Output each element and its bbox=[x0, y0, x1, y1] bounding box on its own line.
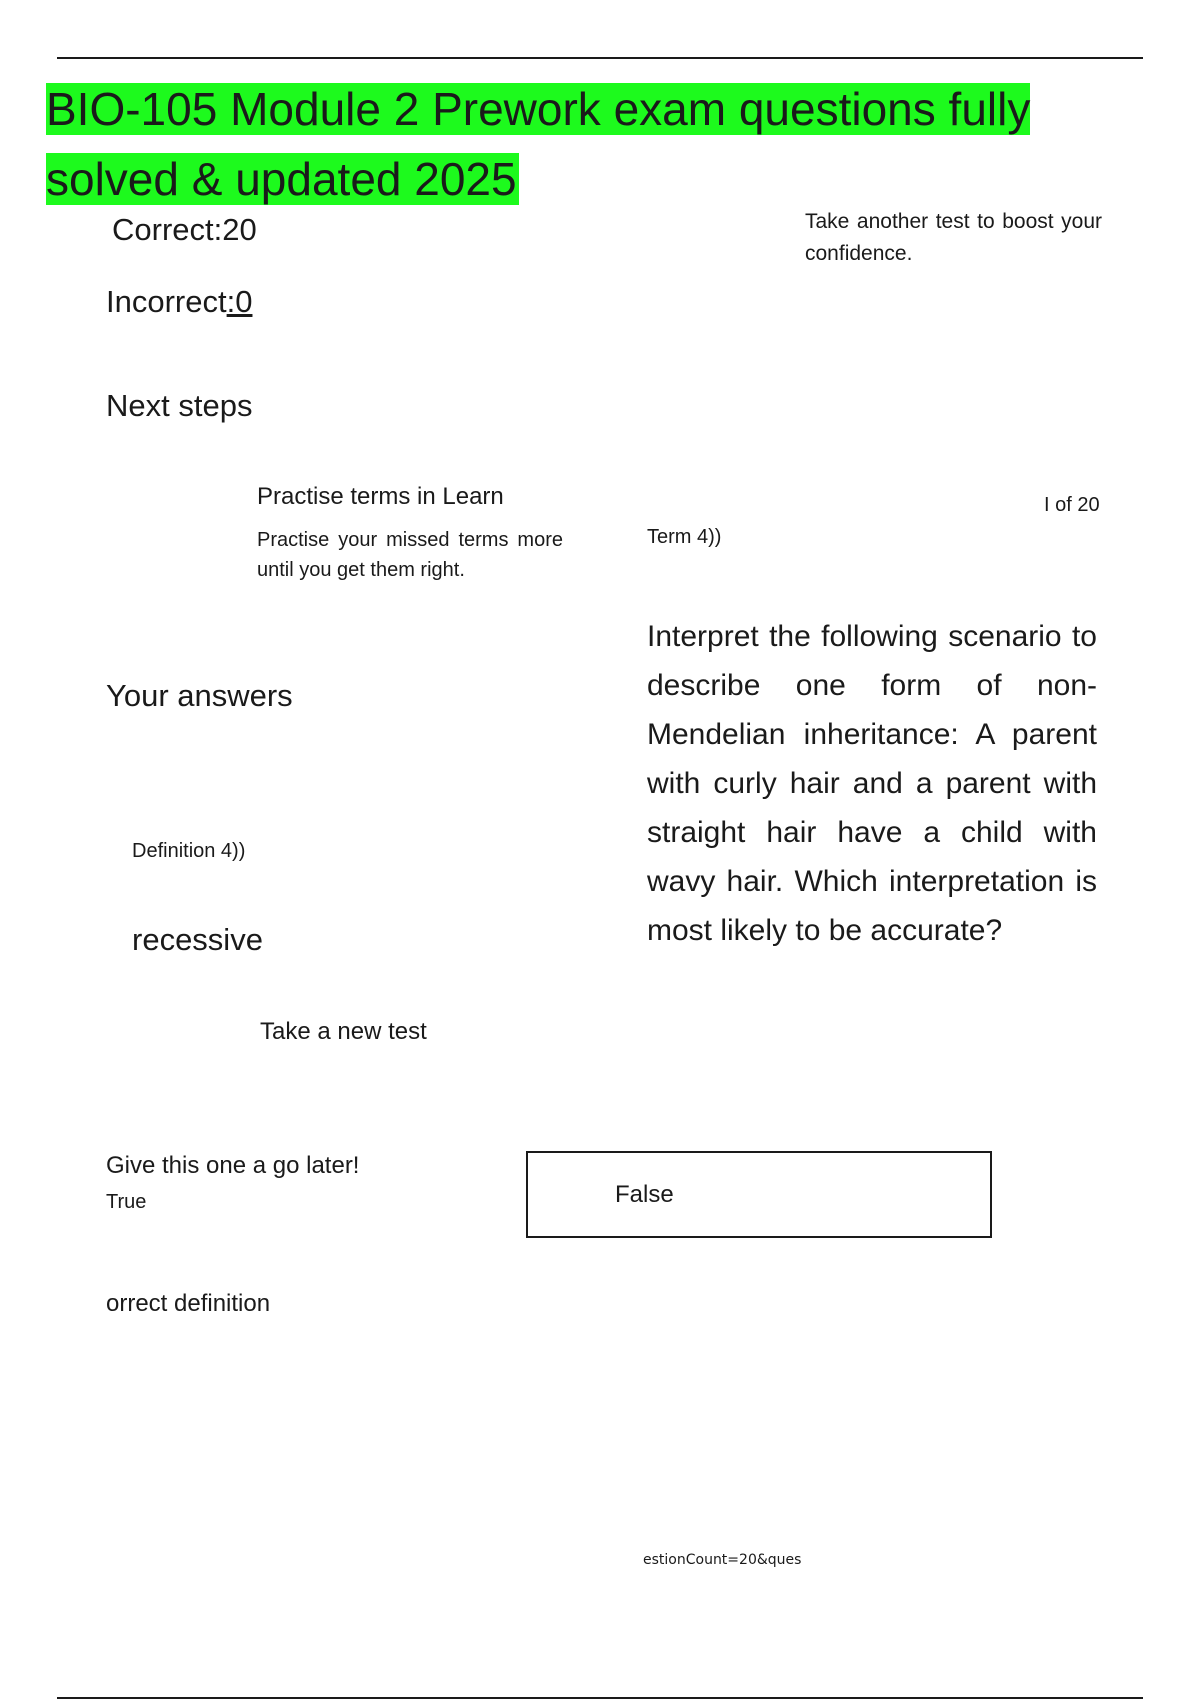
definition-label: Definition 4)) bbox=[132, 840, 246, 862]
next-steps-heading: Next steps bbox=[106, 388, 253, 423]
incorrect-value: :0 bbox=[226, 284, 253, 319]
incorrect-score bbox=[106, 284, 252, 320]
practise-terms-link[interactable]: Practise terms in Learn bbox=[257, 483, 504, 510]
bottom-rule bbox=[57, 1697, 1143, 1699]
give-later-text: Give this one a go later! bbox=[106, 1152, 360, 1179]
correct-score bbox=[112, 212, 257, 248]
false-option-label: False bbox=[615, 1181, 674, 1208]
false-option-box[interactable] bbox=[526, 1151, 992, 1238]
question-counter: I of 20 bbox=[1044, 494, 1100, 516]
correct-value: 20 bbox=[222, 212, 257, 247]
title-highlight: BIO-105 Module 2 Prework exam questions fully solved & updated 2025 bbox=[46, 83, 1031, 205]
correct-definition-text: orrect definition bbox=[106, 1290, 271, 1317]
boost-confidence-text: Take another test to boost your confidence. bbox=[805, 210, 1102, 265]
practise-terms-description: Practise your missed terms more until you get them right. bbox=[257, 529, 563, 581]
incorrect-label: Incorrect bbox=[106, 284, 227, 319]
term-label: Term 4)) bbox=[647, 526, 722, 548]
true-option[interactable]: True bbox=[106, 1191, 147, 1213]
answer-value: recessive bbox=[132, 922, 263, 957]
top-rule bbox=[57, 57, 1143, 59]
take-new-test-button[interactable]: Take a new test bbox=[260, 1018, 427, 1045]
your-answers-heading: Your answers bbox=[106, 678, 293, 713]
correct-label: Correct: bbox=[112, 212, 223, 247]
question-text: Interpret the following scenario to describe one form of non-Mendelian inheritance: A parent with curly hair and a parent with straight hair have a child with wavy hair. Which interpretation is most likely to be accurate? bbox=[647, 620, 1097, 947]
page-title bbox=[46, 74, 1146, 214]
url-fragment: estionCount=20&ques bbox=[643, 1552, 802, 1568]
